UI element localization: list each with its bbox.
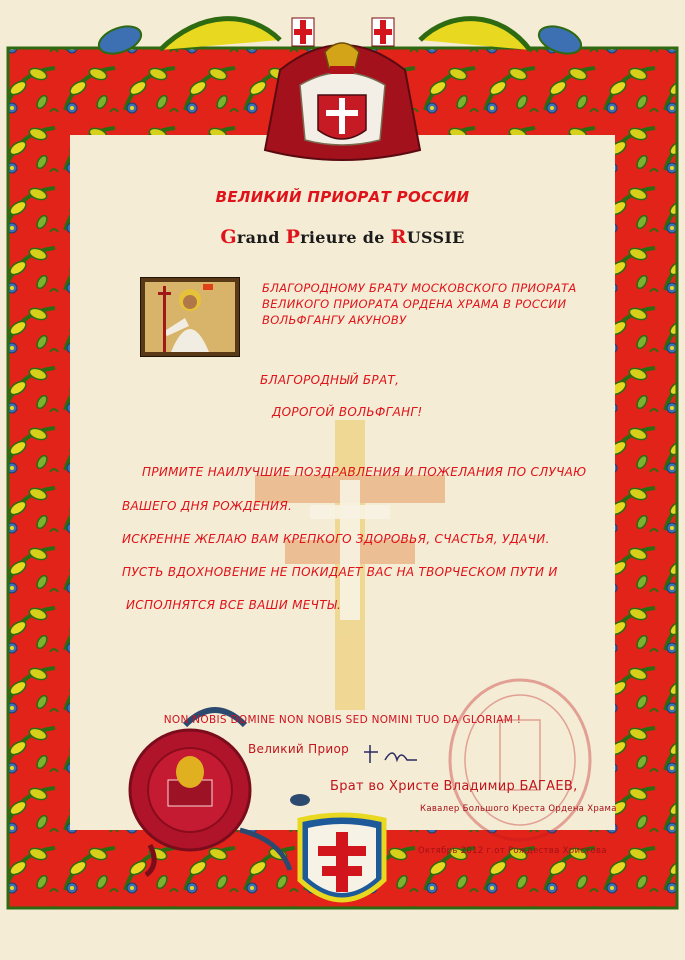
- title-fr-rieure: rieure de: [300, 228, 391, 247]
- salutation-line-2: ДОРОГОЙ ВОЛЬФГАНГ!: [272, 405, 423, 419]
- title-ru: ВЕЛИКИЙ ПРИОРАТ РОССИИ: [215, 188, 470, 206]
- document-date: Октябрь 2012 г.от Рождества Христова: [418, 846, 607, 856]
- body-line: ВАШЕГО ДНЯ РОЖДЕНИЯ.: [122, 499, 293, 513]
- body-line: ПУСТЬ ВДОХНОВЕНИЕ НЕ ПОКИДАЕТ ВАС НА ТВОРЧЕСКОМ ПУТИ И: [122, 565, 558, 579]
- addressee-line: ВЕЛИКОГО ПРИОРАТА ОРДЕНА ХРАМА В РОССИИ: [262, 297, 567, 311]
- bottom-cross-shield: [300, 815, 384, 900]
- title-fr: [0, 226, 685, 248]
- signature-title: Великий Приор: [248, 742, 350, 756]
- salutation-line-1: БЛАГОРОДНЫЙ БРАТ,: [260, 373, 400, 387]
- title-fr-g: G: [220, 226, 237, 248]
- addressee-line: БЛАГОРОДНОМУ БРАТУ МОСКОВСКОГО ПРИОРАТА: [262, 281, 577, 295]
- title-fr-r: R: [390, 226, 407, 248]
- christ-icon-image: [140, 277, 240, 357]
- signer-name: Брат во Христе Владимир БАГАЕВ,: [330, 779, 578, 794]
- body-line: ИСКРЕННЕ ЖЕЛАЮ ВАМ КРЕПКОГО ЗДОРОВЬЯ, СЧАСТЬЯ, УДАЧИ.: [122, 532, 550, 546]
- title-fr-ussie: USSIE: [406, 228, 465, 247]
- title-fr-rand: rand: [236, 228, 286, 247]
- body-line: ИСПОЛНЯТСЯ ВСЕ ВАШИ МЕЧТЫ.: [126, 598, 342, 612]
- body-line: ПРИМИТЕ НАИЛУЧШИЕ ПОЗДРАВЛЕНИЯ И ПОЖЕЛАНИЯ ПО СЛУЧАЮ: [142, 465, 587, 479]
- title-fr-p: P: [285, 226, 301, 248]
- addressee-block: [262, 280, 612, 328]
- signer-rank: Кавалер Большого Креста Ордена Храма: [420, 804, 617, 814]
- addressee-line: ВОЛЬФГАНГУ АКУНОВУ: [262, 313, 407, 327]
- latin-motto: NON NOBIS DOMINE NON NOBIS SED NOMINI TUO DA GLORIAM !: [163, 714, 522, 726]
